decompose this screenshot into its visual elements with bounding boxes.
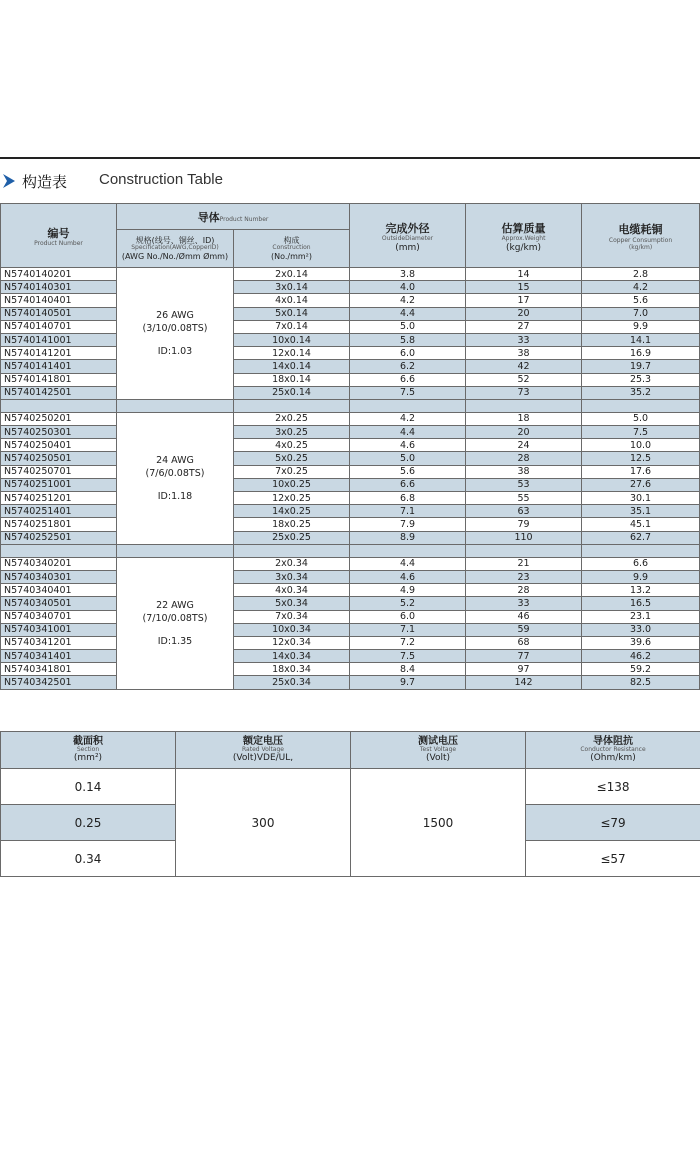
resistance-value: ≤57 [526,841,700,877]
construction-cell: 2x0.34 [234,557,350,570]
weight-cell: 77 [466,650,582,663]
copper-cell: 82.5 [582,676,700,689]
top-divider [0,157,700,159]
weight-cell: 38 [466,347,582,360]
weight-cell: 142 [466,676,582,689]
copper-cell: 45.1 [582,518,700,531]
table-row [1,320,700,333]
outside-diameter-cell: 4.6 [350,439,466,452]
chevron-right-icon [2,173,16,189]
construction-cell: 12x0.34 [234,636,350,649]
copper-cell: 2.8 [582,268,700,281]
copper-cell: 27.6 [582,478,700,491]
table-row [1,347,700,360]
header-test-voltage: 测试电压 Test Voltage (Volt) [351,732,526,769]
construction-cell: 3x0.25 [234,426,350,439]
table-row [1,584,700,597]
weight-cell: 33 [466,333,582,346]
weight-cell: 24 [466,439,582,452]
construction-cell: 10x0.14 [234,333,350,346]
weight-cell: 20 [466,307,582,320]
table-row [1,676,700,689]
copper-cell: 5.0 [582,412,700,425]
awg-label: 24 AWG [156,454,194,466]
product-number-cell: N5740141801 [1,373,117,386]
outside-diameter-cell: 9.7 [350,676,466,689]
weight-cell: 97 [466,663,582,676]
outside-diameter-cell: 6.2 [350,360,466,373]
construction-cell: 2x0.14 [234,268,350,281]
copper-cell: 12.5 [582,452,700,465]
section-value: 0.14 [1,769,176,805]
test-voltage-value: 1500 [351,769,526,877]
outside-diameter-cell: 4.2 [350,294,466,307]
copper-cell: 59.2 [582,663,700,676]
weight-cell: 28 [466,452,582,465]
product-number-cell: N5740250401 [1,439,117,452]
product-number-cell: N5740340201 [1,557,117,570]
table-row [1,268,700,281]
construction-cell: 14x0.25 [234,505,350,518]
strand-label: (3/10/0.08TS) [142,322,208,334]
separator-cell [350,544,466,557]
weight-cell: 59 [466,623,582,636]
copper-cell: 46.2 [582,650,700,663]
table-row [1,769,700,805]
product-number-cell: N5740340701 [1,610,117,623]
header-construction: 构成 Construction (No./mm²) [234,230,350,268]
construction-cell: 5x0.34 [234,597,350,610]
copper-cell: 23.1 [582,610,700,623]
construction-cell: 7x0.14 [234,320,350,333]
copper-cell: 33.0 [582,623,700,636]
construction-cell: 25x0.14 [234,386,350,399]
group-separator-row [1,399,700,412]
header-conductor: 导体Product Number [117,204,350,230]
table-row [1,465,700,478]
outside-diameter-cell: 5.0 [350,452,466,465]
construction-cell: 2x0.25 [234,412,350,425]
table-row [1,623,700,636]
table-row [1,386,700,399]
outside-diameter-cell: 4.4 [350,307,466,320]
construction-cell: 12x0.14 [234,347,350,360]
product-number-cell: N5740140301 [1,281,117,294]
separator-cell [234,399,350,412]
product-number-cell: N5740141401 [1,360,117,373]
product-number-cell: N5740340401 [1,584,117,597]
awg-label: 26 AWG [156,309,194,321]
product-number-cell: N5740341201 [1,636,117,649]
id-label: ID:1.03 [157,345,193,357]
weight-cell: 55 [466,492,582,505]
separator-cell [350,399,466,412]
construction-cell: 10x0.34 [234,623,350,636]
outside-diameter-cell: 7.1 [350,623,466,636]
table-row [1,412,700,425]
header-conductor-resistance: 导体阻抗 Conductor Resistance (Ohm/km) [526,732,700,769]
outside-diameter-cell: 7.5 [350,650,466,663]
weight-cell: 17 [466,294,582,307]
table-row [1,281,700,294]
heading-en: Construction Table [99,171,223,188]
weight-cell: 15 [466,281,582,294]
construction-cell: 25x0.34 [234,676,350,689]
copper-cell: 17.6 [582,465,700,478]
outside-diameter-cell: 7.1 [350,505,466,518]
header-copper: 电缆耗铜 Copper Consumption (kg/km) [582,204,700,268]
weight-cell: 63 [466,505,582,518]
outside-diameter-cell: 4.6 [350,570,466,583]
weight-cell: 53 [466,478,582,491]
copper-cell: 7.5 [582,426,700,439]
outside-diameter-cell: 5.8 [350,333,466,346]
product-number-cell: N5740251801 [1,518,117,531]
outside-diameter-cell: 8.9 [350,531,466,544]
table-row [1,294,700,307]
construction-cell: 4x0.25 [234,439,350,452]
awg-label: 22 AWG [156,599,194,611]
outside-diameter-cell: 4.2 [350,412,466,425]
weight-cell: 79 [466,518,582,531]
product-number-cell: N5740141201 [1,347,117,360]
strand-label: (7/6/0.08TS) [145,467,205,479]
weight-cell: 20 [466,426,582,439]
weight-cell: 33 [466,597,582,610]
header-specification: 规格(线号、铜丝、ID) Specification(AWG,CopperID) (AWG No./No./Ømm Ømm) [117,230,234,268]
construction-cell: 5x0.25 [234,452,350,465]
table-row [1,373,700,386]
construction-table [0,203,700,690]
header-outside-diameter: 完成外径 OutsideDiameter (mm) [350,204,466,268]
table-row [1,360,700,373]
outside-diameter-cell: 4.4 [350,557,466,570]
copper-cell: 9.9 [582,570,700,583]
copper-cell: 25.3 [582,373,700,386]
header-section: 截面积 Section (mm²) [1,732,176,769]
outside-diameter-cell: 5.2 [350,597,466,610]
specification-cell [117,557,234,689]
table-row [1,505,700,518]
header-weight: 估算质量 Approx.Weight (kg/km) [466,204,582,268]
weight-cell: 27 [466,320,582,333]
separator-cell [117,399,234,412]
table-row [1,663,700,676]
copper-cell: 6.6 [582,557,700,570]
table-row [1,333,700,346]
product-number-cell: N5740140401 [1,294,117,307]
resistance-value: ≤79 [526,805,700,841]
weight-cell: 46 [466,610,582,623]
resistance-value: ≤138 [526,769,700,805]
outside-diameter-cell: 6.6 [350,478,466,491]
construction-cell: 3x0.14 [234,281,350,294]
construction-cell: 18x0.14 [234,373,350,386]
header-number: 编号 Product Number [1,204,117,268]
outside-diameter-cell: 4.9 [350,584,466,597]
separator-cell [466,399,582,412]
separator-cell [582,399,700,412]
construction-cell: 7x0.34 [234,610,350,623]
outside-diameter-cell: 5.6 [350,465,466,478]
separator-cell [1,399,117,412]
separator-cell [234,544,350,557]
outside-diameter-cell: 5.0 [350,320,466,333]
electrical-table [0,731,700,877]
product-number-cell: N5740140501 [1,307,117,320]
table-row [1,452,700,465]
outside-diameter-cell: 4.4 [350,426,466,439]
specification-cell [117,412,234,544]
table-row [1,597,700,610]
product-number-cell: N5740142501 [1,386,117,399]
copper-cell: 13.2 [582,584,700,597]
outside-diameter-cell: 7.9 [350,518,466,531]
heading-cn: 构造表 [22,173,68,191]
table-row [1,307,700,320]
copper-cell: 16.5 [582,597,700,610]
construction-cell: 18x0.25 [234,518,350,531]
copper-cell: 16.9 [582,347,700,360]
table-row [1,478,700,491]
construction-cell: 12x0.25 [234,492,350,505]
copper-cell: 9.9 [582,320,700,333]
product-number-cell: N5740250701 [1,465,117,478]
table-row [1,426,700,439]
outside-diameter-cell: 7.2 [350,636,466,649]
product-number-cell: N5740341001 [1,623,117,636]
copper-cell: 7.0 [582,307,700,320]
separator-cell [466,544,582,557]
copper-cell: 19.7 [582,360,700,373]
weight-cell: 42 [466,360,582,373]
table-row [1,557,700,570]
copper-cell: 62.7 [582,531,700,544]
separator-cell [117,544,234,557]
construction-cell: 4x0.34 [234,584,350,597]
table-row [1,518,700,531]
weight-cell: 18 [466,412,582,425]
outside-diameter-cell: 6.6 [350,373,466,386]
table-row [1,531,700,544]
copper-cell: 30.1 [582,492,700,505]
strand-label: (7/10/0.08TS) [142,612,208,624]
section-value: 0.34 [1,841,176,877]
copper-cell: 39.6 [582,636,700,649]
weight-cell: 14 [466,268,582,281]
header-rated-voltage: 额定电压 Rated Voltage (Volt)VDE/UL, [176,732,351,769]
product-number-cell: N5740251401 [1,505,117,518]
separator-cell [1,544,117,557]
product-number-cell: N5740250501 [1,452,117,465]
copper-cell: 4.2 [582,281,700,294]
weight-cell: 38 [466,465,582,478]
weight-cell: 68 [466,636,582,649]
weight-cell: 73 [466,386,582,399]
id-label: ID:1.18 [157,490,193,502]
table-row [1,610,700,623]
table-row [1,636,700,649]
product-number-cell: N5740340301 [1,570,117,583]
outside-diameter-cell: 8.4 [350,663,466,676]
rated-voltage-value: 300 [176,769,351,877]
group-separator-row [1,544,700,557]
outside-diameter-cell: 6.8 [350,492,466,505]
outside-diameter-cell: 6.0 [350,610,466,623]
weight-cell: 52 [466,373,582,386]
product-number-cell: N5740140701 [1,320,117,333]
construction-cell: 7x0.25 [234,465,350,478]
product-number-cell: N5740341401 [1,650,117,663]
copper-cell: 35.1 [582,505,700,518]
construction-cell: 14x0.34 [234,650,350,663]
table-row [1,492,700,505]
construction-cell: 3x0.34 [234,570,350,583]
weight-cell: 21 [466,557,582,570]
product-number-cell: N5740342501 [1,676,117,689]
copper-cell: 10.0 [582,439,700,452]
section-value: 0.25 [1,805,176,841]
product-number-cell: N5740140201 [1,268,117,281]
product-number-cell: N5740251001 [1,478,117,491]
weight-cell: 110 [466,531,582,544]
weight-cell: 23 [466,570,582,583]
outside-diameter-cell: 6.0 [350,347,466,360]
table-row [1,650,700,663]
id-label: ID:1.35 [157,635,193,647]
table-row [1,439,700,452]
construction-cell: 4x0.14 [234,294,350,307]
construction-cell: 5x0.14 [234,307,350,320]
construction-cell: 10x0.25 [234,478,350,491]
product-number-cell: N5740252501 [1,531,117,544]
section-heading [0,168,700,194]
outside-diameter-cell: 4.0 [350,281,466,294]
weight-cell: 28 [466,584,582,597]
product-number-cell: N5740341801 [1,663,117,676]
product-number-cell: N5740141001 [1,333,117,346]
copper-cell: 14.1 [582,333,700,346]
separator-cell [582,544,700,557]
outside-diameter-cell: 7.5 [350,386,466,399]
product-number-cell: N5740340501 [1,597,117,610]
product-number-cell: N5740250201 [1,412,117,425]
construction-cell: 18x0.34 [234,663,350,676]
copper-cell: 5.6 [582,294,700,307]
product-number-cell: N5740250301 [1,426,117,439]
product-number-cell: N5740251201 [1,492,117,505]
table-row [1,570,700,583]
outside-diameter-cell: 3.8 [350,268,466,281]
copper-cell: 35.2 [582,386,700,399]
specification-cell [117,268,234,400]
construction-cell: 14x0.14 [234,360,350,373]
construction-cell: 25x0.25 [234,531,350,544]
